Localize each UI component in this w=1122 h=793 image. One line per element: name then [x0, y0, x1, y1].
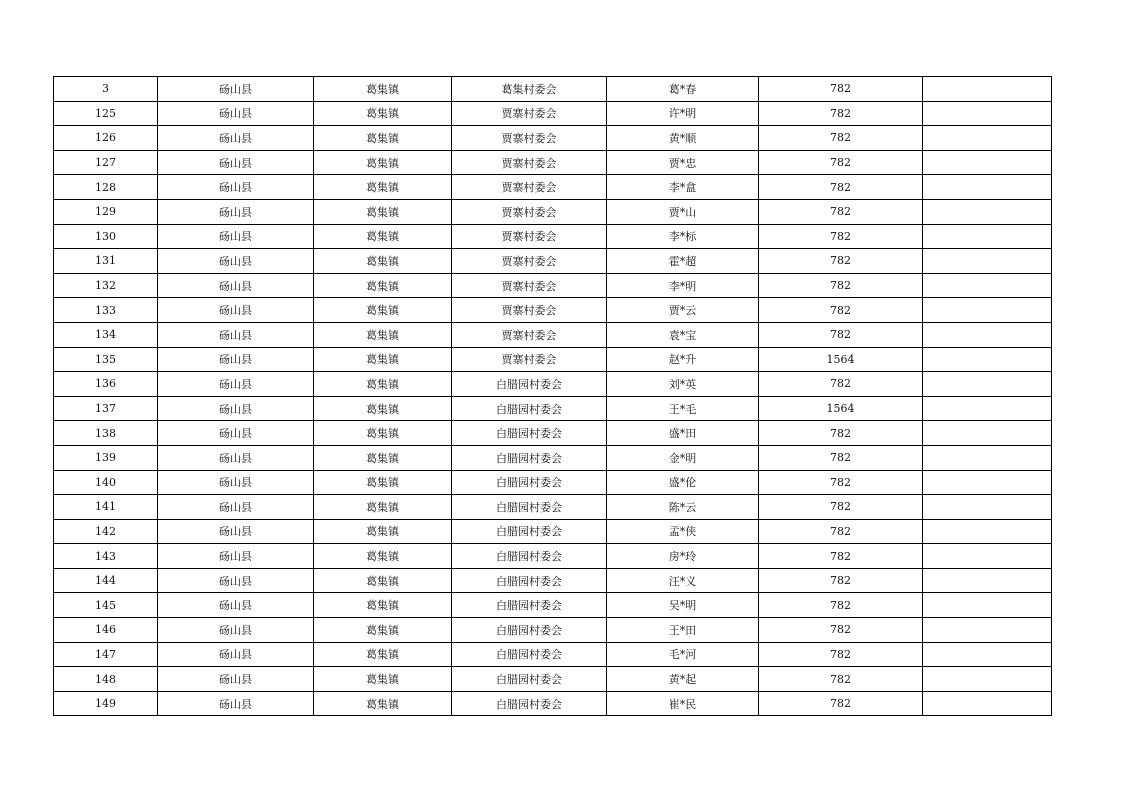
- serial-number-cell: 3: [54, 77, 158, 102]
- remark-cell: [923, 667, 1052, 692]
- serial-number-cell: 125: [54, 101, 158, 126]
- table-row: [54, 249, 1052, 274]
- village-committee-cell: 白腊园村委会: [452, 421, 607, 446]
- remark-cell: [923, 101, 1052, 126]
- county-cell: 砀山县: [158, 568, 314, 593]
- name-cell: 房*玲: [607, 544, 759, 569]
- village-committee-cell: 贾寨村委会: [452, 175, 607, 200]
- village-committee-cell: 白腊园村委会: [452, 618, 607, 643]
- village-committee-cell: 葛集村委会: [452, 77, 607, 102]
- table-row: [54, 495, 1052, 520]
- table-row: [54, 470, 1052, 495]
- name-cell: 黄*起: [607, 667, 759, 692]
- village-committee-cell: 贾寨村委会: [452, 150, 607, 175]
- county-cell: 砀山县: [158, 667, 314, 692]
- table-row: [54, 691, 1052, 716]
- serial-number-cell: 142: [54, 519, 158, 544]
- remark-cell: [923, 199, 1052, 224]
- county-cell: 砀山县: [158, 175, 314, 200]
- amount-cell: 1564: [759, 347, 923, 372]
- name-cell: 霍*超: [607, 249, 759, 274]
- county-cell: 砀山县: [158, 199, 314, 224]
- village-committee-cell: 贾寨村委会: [452, 322, 607, 347]
- village-committee-cell: 白腊园村委会: [452, 544, 607, 569]
- serial-number-cell: 128: [54, 175, 158, 200]
- table-row: [54, 421, 1052, 446]
- amount-cell: 782: [759, 421, 923, 446]
- remark-cell: [923, 322, 1052, 347]
- remark-cell: [923, 396, 1052, 421]
- name-cell: 金*明: [607, 445, 759, 470]
- table-row: [54, 519, 1052, 544]
- table-body: [54, 77, 1052, 716]
- amount-cell: 782: [759, 224, 923, 249]
- village-committee-cell: 白腊园村委会: [452, 691, 607, 716]
- county-cell: 砀山县: [158, 618, 314, 643]
- table-row: [54, 445, 1052, 470]
- village-committee-cell: 贾寨村委会: [452, 199, 607, 224]
- remark-cell: [923, 298, 1052, 323]
- data-table: [53, 76, 1052, 716]
- town-cell: 葛集镇: [314, 568, 452, 593]
- serial-number-cell: 149: [54, 691, 158, 716]
- name-cell: 袁*宝: [607, 322, 759, 347]
- village-committee-cell: 白腊园村委会: [452, 445, 607, 470]
- county-cell: 砀山县: [158, 224, 314, 249]
- amount-cell: 782: [759, 249, 923, 274]
- town-cell: 葛集镇: [314, 126, 452, 151]
- county-cell: 砀山县: [158, 593, 314, 618]
- town-cell: 葛集镇: [314, 519, 452, 544]
- remark-cell: [923, 126, 1052, 151]
- county-cell: 砀山县: [158, 421, 314, 446]
- table-row: [54, 642, 1052, 667]
- amount-cell: 782: [759, 199, 923, 224]
- town-cell: 葛集镇: [314, 224, 452, 249]
- town-cell: 葛集镇: [314, 470, 452, 495]
- name-cell: 贾*山: [607, 199, 759, 224]
- village-committee-cell: 贾寨村委会: [452, 298, 607, 323]
- county-cell: 砀山县: [158, 101, 314, 126]
- remark-cell: [923, 691, 1052, 716]
- amount-cell: 782: [759, 322, 923, 347]
- serial-number-cell: 147: [54, 642, 158, 667]
- serial-number-cell: 146: [54, 618, 158, 643]
- town-cell: 葛集镇: [314, 618, 452, 643]
- remark-cell: [923, 77, 1052, 102]
- remark-cell: [923, 470, 1052, 495]
- name-cell: 汪*义: [607, 568, 759, 593]
- village-committee-cell: 白腊园村委会: [452, 568, 607, 593]
- serial-number-cell: 141: [54, 495, 158, 520]
- amount-cell: 1564: [759, 396, 923, 421]
- table-row: [54, 618, 1052, 643]
- table-row: [54, 298, 1052, 323]
- name-cell: 葛*春: [607, 77, 759, 102]
- town-cell: 葛集镇: [314, 322, 452, 347]
- town-cell: 葛集镇: [314, 77, 452, 102]
- serial-number-cell: 138: [54, 421, 158, 446]
- serial-number-cell: 129: [54, 199, 158, 224]
- table-row: [54, 667, 1052, 692]
- village-committee-cell: 白腊园村委会: [452, 495, 607, 520]
- remark-cell: [923, 495, 1052, 520]
- remark-cell: [923, 175, 1052, 200]
- name-cell: 李*明: [607, 273, 759, 298]
- name-cell: 李*标: [607, 224, 759, 249]
- serial-number-cell: 137: [54, 396, 158, 421]
- village-committee-cell: 贾寨村委会: [452, 126, 607, 151]
- town-cell: 葛集镇: [314, 101, 452, 126]
- county-cell: 砀山县: [158, 470, 314, 495]
- amount-cell: 782: [759, 126, 923, 151]
- name-cell: 贾*忠: [607, 150, 759, 175]
- remark-cell: [923, 150, 1052, 175]
- amount-cell: 782: [759, 568, 923, 593]
- village-committee-cell: 贾寨村委会: [452, 101, 607, 126]
- town-cell: 葛集镇: [314, 396, 452, 421]
- village-committee-cell: 白腊园村委会: [452, 470, 607, 495]
- town-cell: 葛集镇: [314, 249, 452, 274]
- amount-cell: 782: [759, 667, 923, 692]
- name-cell: 黄*顺: [607, 126, 759, 151]
- county-cell: 砀山县: [158, 396, 314, 421]
- name-cell: 毛*河: [607, 642, 759, 667]
- county-cell: 砀山县: [158, 298, 314, 323]
- village-committee-cell: 贾寨村委会: [452, 347, 607, 372]
- serial-number-cell: 148: [54, 667, 158, 692]
- town-cell: 葛集镇: [314, 593, 452, 618]
- serial-number-cell: 135: [54, 347, 158, 372]
- town-cell: 葛集镇: [314, 150, 452, 175]
- remark-cell: [923, 544, 1052, 569]
- amount-cell: 782: [759, 544, 923, 569]
- serial-number-cell: 139: [54, 445, 158, 470]
- amount-cell: 782: [759, 150, 923, 175]
- village-committee-cell: 白腊园村委会: [452, 593, 607, 618]
- town-cell: 葛集镇: [314, 372, 452, 397]
- town-cell: 葛集镇: [314, 495, 452, 520]
- table-row: [54, 396, 1052, 421]
- remark-cell: [923, 519, 1052, 544]
- village-committee-cell: 白腊园村委会: [452, 396, 607, 421]
- table-row: [54, 77, 1052, 102]
- name-cell: 孟*侠: [607, 519, 759, 544]
- amount-cell: 782: [759, 618, 923, 643]
- county-cell: 砀山县: [158, 519, 314, 544]
- table-row: [54, 347, 1052, 372]
- town-cell: 葛集镇: [314, 199, 452, 224]
- county-cell: 砀山县: [158, 322, 314, 347]
- table-row: [54, 224, 1052, 249]
- remark-cell: [923, 249, 1052, 274]
- town-cell: 葛集镇: [314, 544, 452, 569]
- serial-number-cell: 132: [54, 273, 158, 298]
- remark-cell: [923, 568, 1052, 593]
- county-cell: 砀山县: [158, 445, 314, 470]
- table-row: [54, 544, 1052, 569]
- serial-number-cell: 140: [54, 470, 158, 495]
- county-cell: 砀山县: [158, 273, 314, 298]
- name-cell: 盛*伦: [607, 470, 759, 495]
- remark-cell: [923, 593, 1052, 618]
- county-cell: 砀山县: [158, 495, 314, 520]
- remark-cell: [923, 224, 1052, 249]
- name-cell: 王*田: [607, 618, 759, 643]
- remark-cell: [923, 445, 1052, 470]
- amount-cell: 782: [759, 372, 923, 397]
- county-cell: 砀山县: [158, 642, 314, 667]
- county-cell: 砀山县: [158, 150, 314, 175]
- name-cell: 崔*民: [607, 691, 759, 716]
- serial-number-cell: 136: [54, 372, 158, 397]
- amount-cell: 782: [759, 691, 923, 716]
- town-cell: 葛集镇: [314, 347, 452, 372]
- serial-number-cell: 131: [54, 249, 158, 274]
- town-cell: 葛集镇: [314, 175, 452, 200]
- remark-cell: [923, 421, 1052, 446]
- county-cell: 砀山县: [158, 372, 314, 397]
- table-row: [54, 593, 1052, 618]
- amount-cell: 782: [759, 470, 923, 495]
- table-row: [54, 101, 1052, 126]
- village-committee-cell: 白腊园村委会: [452, 667, 607, 692]
- name-cell: 贾*云: [607, 298, 759, 323]
- amount-cell: 782: [759, 445, 923, 470]
- village-committee-cell: 白腊园村委会: [452, 372, 607, 397]
- serial-number-cell: 126: [54, 126, 158, 151]
- county-cell: 砀山县: [158, 249, 314, 274]
- name-cell: 陈*云: [607, 495, 759, 520]
- amount-cell: 782: [759, 593, 923, 618]
- remark-cell: [923, 273, 1052, 298]
- remark-cell: [923, 347, 1052, 372]
- name-cell: 许*明: [607, 101, 759, 126]
- serial-number-cell: 134: [54, 322, 158, 347]
- table-row: [54, 322, 1052, 347]
- town-cell: 葛集镇: [314, 642, 452, 667]
- table-row: [54, 126, 1052, 151]
- table-row: [54, 199, 1052, 224]
- table-row: [54, 150, 1052, 175]
- name-cell: 李*盒: [607, 175, 759, 200]
- county-cell: 砀山县: [158, 126, 314, 151]
- serial-number-cell: 130: [54, 224, 158, 249]
- town-cell: 葛集镇: [314, 273, 452, 298]
- town-cell: 葛集镇: [314, 691, 452, 716]
- amount-cell: 782: [759, 273, 923, 298]
- amount-cell: 782: [759, 77, 923, 102]
- amount-cell: 782: [759, 642, 923, 667]
- village-committee-cell: 白腊园村委会: [452, 642, 607, 667]
- serial-number-cell: 145: [54, 593, 158, 618]
- serial-number-cell: 143: [54, 544, 158, 569]
- table-row: [54, 273, 1052, 298]
- amount-cell: 782: [759, 519, 923, 544]
- table-row: [54, 175, 1052, 200]
- name-cell: 刘*英: [607, 372, 759, 397]
- village-committee-cell: 白腊园村委会: [452, 519, 607, 544]
- serial-number-cell: 133: [54, 298, 158, 323]
- county-cell: 砀山县: [158, 691, 314, 716]
- remark-cell: [923, 618, 1052, 643]
- remark-cell: [923, 642, 1052, 667]
- amount-cell: 782: [759, 298, 923, 323]
- county-cell: 砀山县: [158, 544, 314, 569]
- village-committee-cell: 贾寨村委会: [452, 224, 607, 249]
- amount-cell: 782: [759, 101, 923, 126]
- serial-number-cell: 144: [54, 568, 158, 593]
- county-cell: 砀山县: [158, 77, 314, 102]
- town-cell: 葛集镇: [314, 667, 452, 692]
- county-cell: 砀山县: [158, 347, 314, 372]
- amount-cell: 782: [759, 175, 923, 200]
- amount-cell: 782: [759, 495, 923, 520]
- remark-cell: [923, 372, 1052, 397]
- village-committee-cell: 贾寨村委会: [452, 249, 607, 274]
- town-cell: 葛集镇: [314, 445, 452, 470]
- name-cell: 吴*明: [607, 593, 759, 618]
- table-row: [54, 568, 1052, 593]
- town-cell: 葛集镇: [314, 298, 452, 323]
- name-cell: 王*毛: [607, 396, 759, 421]
- serial-number-cell: 127: [54, 150, 158, 175]
- name-cell: 盛*田: [607, 421, 759, 446]
- town-cell: 葛集镇: [314, 421, 452, 446]
- village-committee-cell: 贾寨村委会: [452, 273, 607, 298]
- name-cell: 赵*升: [607, 347, 759, 372]
- table-row: [54, 372, 1052, 397]
